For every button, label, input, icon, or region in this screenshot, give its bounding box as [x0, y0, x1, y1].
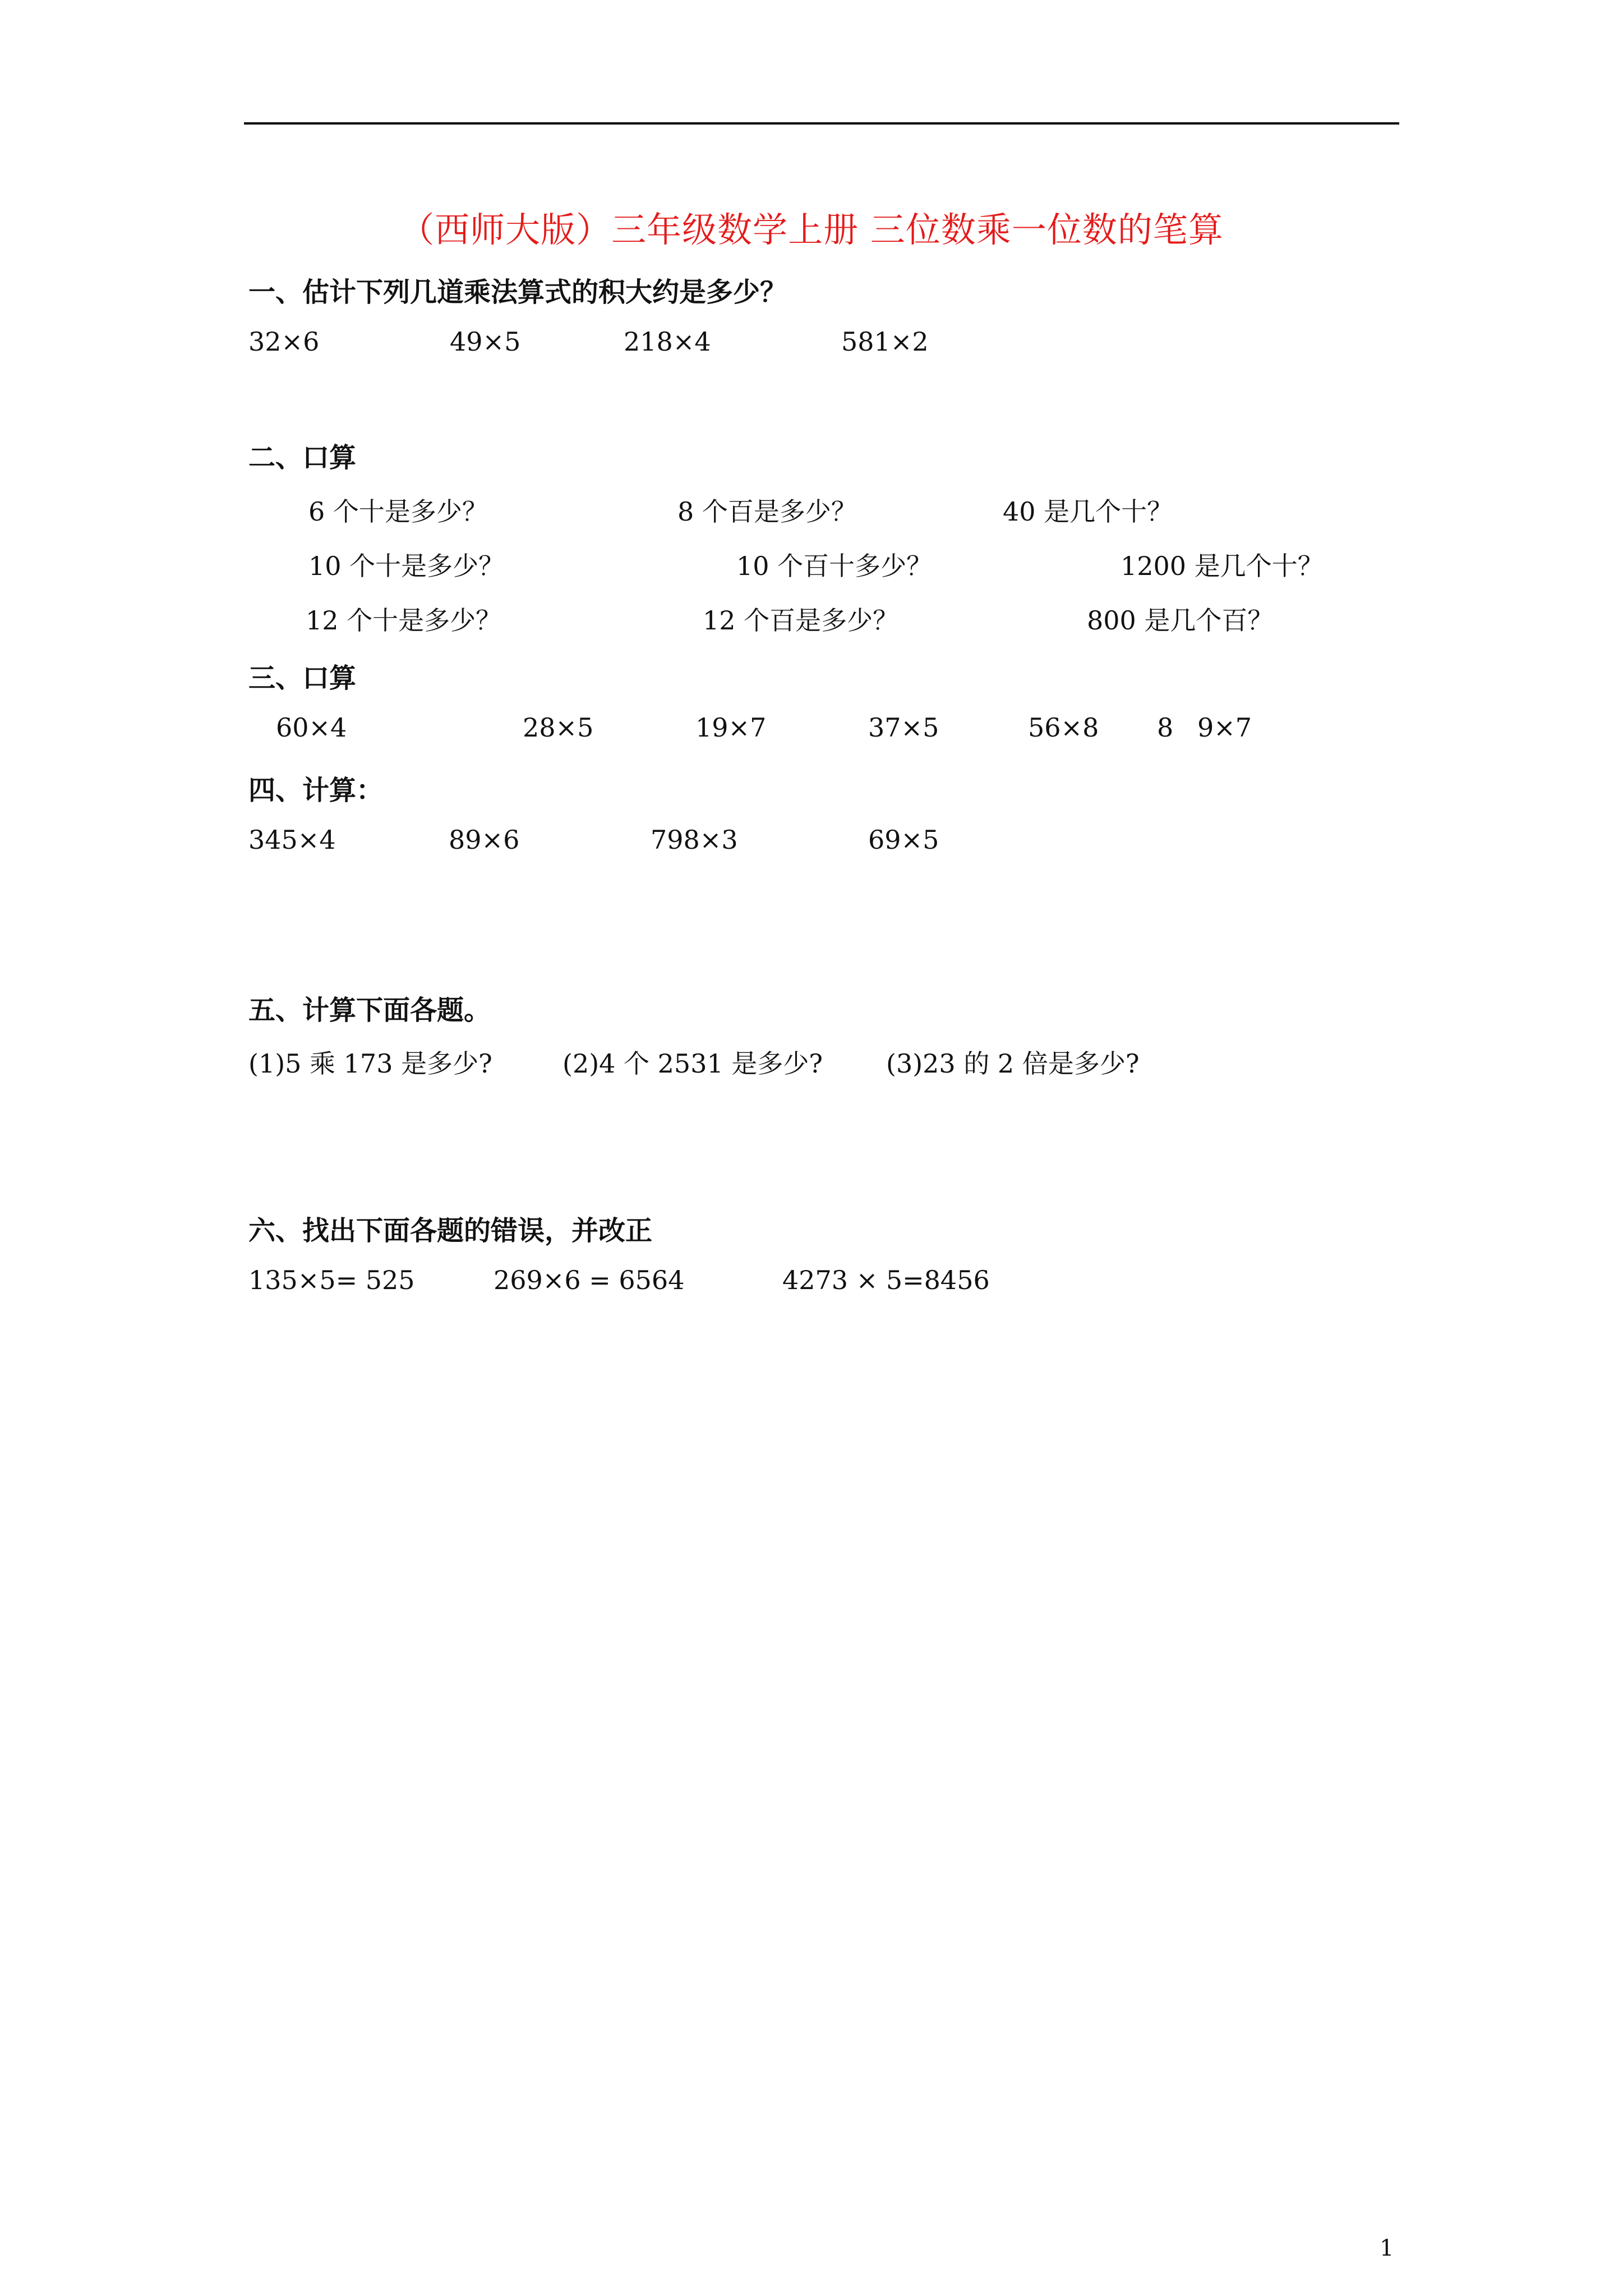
section5-item: (1)5 乘 173 是多少? — [248, 1048, 492, 1079]
section1-item: 581×2 — [841, 326, 929, 357]
section2-item: 800 是几个百？ — [1087, 605, 1274, 636]
section3-heading: 三、口算 — [248, 662, 357, 694]
section2-item: 6 个十是多少？ — [308, 496, 488, 527]
section5-item: (3)23 的 2 倍是多少? — [886, 1048, 1140, 1079]
page-title: （西师大版）三年级数学上册 三位数乘一位数的笔算 — [399, 209, 1224, 250]
section3-item: 56×8 — [1028, 712, 1099, 743]
section4-heading: 四、计算： — [248, 775, 384, 806]
section4-item: 798×3 — [651, 825, 738, 855]
section1-item: 49×5 — [450, 326, 521, 357]
section6-heading: 六、找出下面各题的错误，并改正 — [248, 1215, 653, 1246]
section2-item: 12 个百是多少？ — [703, 605, 899, 636]
header-rule — [244, 122, 1399, 125]
section4-item: 345×4 — [248, 825, 336, 855]
section3-item: 37×5 — [868, 712, 939, 743]
section3-item: 60×4 — [276, 712, 347, 743]
section6-item: 269×6 = 6564 — [494, 1265, 685, 1295]
section2-item: 10 个百十多少？ — [736, 551, 933, 581]
section1-heading: 一、估计下列几道乘法算式的积大约是多少？ — [248, 277, 787, 308]
section3-item: 9×7 — [1197, 712, 1252, 743]
section3-item: 19×7 — [695, 712, 767, 743]
section2-item: 8 个百是多少？ — [677, 496, 857, 527]
section3-item: 8 — [1157, 712, 1174, 743]
section5-item: (2)4 个 2531 是多少? — [562, 1048, 823, 1079]
section2-item: 40 是几个十？ — [1003, 496, 1173, 527]
section2-item: 12 个十是多少？ — [306, 605, 502, 636]
section3-item: 28×5 — [523, 712, 594, 743]
section6-item: 135×5= 525 — [248, 1265, 415, 1295]
section1-item: 32×6 — [248, 326, 320, 357]
section5-heading: 五、计算下面各题。 — [248, 995, 491, 1026]
section4-item: 69×5 — [868, 825, 939, 855]
section6-item: 4273 × 5=8456 — [782, 1265, 990, 1295]
section2-item: 10 个十是多少？ — [308, 551, 505, 581]
section1-item: 218×4 — [624, 326, 711, 357]
section4-item: 89×6 — [449, 825, 520, 855]
section2-item: 1200 是几个十？ — [1121, 551, 1324, 581]
page-number: 1 — [1380, 2235, 1394, 2261]
section2-heading: 二、口算 — [248, 442, 357, 473]
